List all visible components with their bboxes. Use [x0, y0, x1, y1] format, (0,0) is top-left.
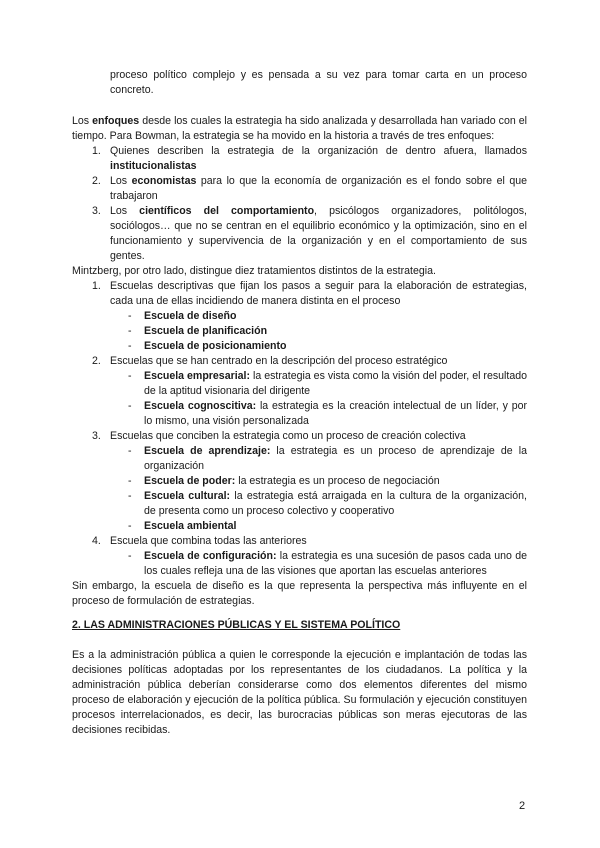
school-group	[72, 279, 527, 309]
item-number: 2.	[92, 175, 101, 187]
school-item	[72, 339, 527, 354]
school-item	[72, 549, 527, 579]
item-pre: Los	[110, 175, 132, 187]
school-name: Escuela empresarial:	[144, 370, 251, 382]
enfoques-paragraph	[72, 114, 527, 144]
item-number: 4.	[92, 535, 101, 547]
dash-bullet: -	[128, 550, 132, 562]
school-name: Escuela cognoscitiva:	[144, 400, 257, 412]
intro-continuation: proceso político complejo y es pensada a su vez para tomar carta en un proceso concreto.	[110, 69, 527, 96]
page-number: 2	[519, 800, 526, 812]
item-bold: institucionalistas	[110, 160, 197, 172]
school-name: Escuela de configuración:	[144, 550, 277, 562]
item-pre: Los	[110, 205, 140, 217]
item-post: , psicólogos organizadores, politólogos, sociólogos… que no se centran en el equilibrio económico y la optimización, sino en el funcionamiento y supervivencia de la organización y en el comportamiento de sus gentes.	[110, 205, 527, 262]
mintzberg-paragraph: Mintzberg, por otro lado, distingue diez tratamientos distintos de la estrategia.	[72, 265, 436, 277]
school-desc: la estrategia es la creación intelectual de un líder, y por lo mismo, una visión personalizada	[144, 400, 528, 427]
school-name: Escuela de posicionamiento	[144, 340, 287, 352]
bowman-item	[72, 204, 527, 264]
school-item	[72, 369, 527, 399]
dash-bullet: -	[128, 325, 132, 337]
dash-bullet: -	[128, 490, 132, 502]
dash-bullet: -	[128, 520, 132, 532]
enfoques-bold: enfoques	[92, 115, 140, 127]
schools-list	[72, 279, 527, 579]
school-name: Escuela ambiental	[144, 520, 237, 532]
school-name: Escuela cultural:	[144, 490, 231, 502]
school-item	[72, 444, 527, 474]
school-group-text: Escuelas que conciben la estrategia como un proceso de creación colectiva	[110, 430, 466, 442]
school-sublist	[72, 309, 527, 354]
item-pre: Quienes describen la estrategia de la organización de dentro afuera, llamados	[110, 145, 527, 157]
school-item	[72, 309, 527, 324]
school-group-text: Escuelas descriptivas que fijan los pasos a seguir para la elaboración de estrategias, cada una de ellas incidiendo de manera distinta en el proceso	[110, 280, 527, 307]
document-page	[72, 68, 527, 738]
school-item	[72, 324, 527, 339]
dash-bullet: -	[128, 400, 132, 412]
school-item	[72, 489, 527, 519]
school-sublist-wrapper	[72, 369, 527, 429]
item-bold: economistas	[131, 175, 197, 187]
school-group	[72, 534, 527, 549]
school-sublist	[72, 549, 527, 579]
bowman-item	[72, 174, 527, 204]
school-sublist-wrapper	[72, 549, 527, 579]
school-sublist	[72, 444, 527, 534]
dash-bullet: -	[128, 370, 132, 382]
school-group	[72, 354, 527, 369]
school-item	[72, 474, 527, 489]
enfoques-pre: Los	[72, 115, 93, 127]
item-bold: científicos del comportamiento	[139, 205, 315, 217]
school-sublist-wrapper	[72, 309, 527, 354]
section-heading: 2. LAS ADMINISTRACIONES PÚBLICAS Y EL SISTEMA POLÍTICO	[72, 619, 401, 631]
school-desc: la estrategia es un proceso de negociación	[235, 475, 440, 487]
school-group-text: Escuelas que se han centrado en la descripción del proceso estratégico	[110, 355, 448, 367]
school-item	[72, 519, 527, 534]
school-item	[72, 399, 527, 429]
school-name: Escuela de planificación	[144, 325, 268, 337]
dash-bullet: -	[128, 475, 132, 487]
item-number: 1.	[92, 280, 101, 292]
school-desc: la estrategia es un proceso de aprendizaje de la organización	[144, 445, 527, 472]
bowman-list	[72, 144, 527, 264]
school-desc: la estrategia es vista como la visión del poder, el resultado de la aptitud visionaria del dirigente	[144, 370, 527, 397]
dash-bullet: -	[128, 310, 132, 322]
school-name: Escuela de aprendizaje:	[144, 445, 271, 457]
school-desc: la estrategia está arraigada en la cultura de la organización, de presenta como un proceso colectivo y cooperativo	[144, 490, 528, 517]
school-sublist	[72, 369, 527, 429]
item-number: 1.	[92, 145, 101, 157]
school-desc: la estrategia es una sucesión de pasos cada uno de los cuales refleja una de las visiones que aportan las escuelas anteriores	[144, 550, 527, 577]
school-sublist-wrapper	[72, 444, 527, 534]
school-name: Escuela de poder:	[144, 475, 236, 487]
final-paragraph: Es a la administración pública a quien le corresponde la ejecución e implantación de todas las decisiones políticas adoptadas por los representantes de los ciudadanos. La política y la administración pública deberían considerarse como dos elementos diferentes del mismo proceso de elaboración y ejecución de la política pública. Su formulación y ejecución constituyen procesos interrelacionados, es decir, las burocracias públicas son meras ejecutoras de las decisiones recibidas.	[72, 649, 527, 736]
school-name: Escuela de diseño	[144, 310, 237, 322]
item-post: para lo que la economía de organización es el fondo sobre el que trabajaron	[110, 175, 528, 202]
dash-bullet: -	[128, 340, 132, 352]
sin-embargo-paragraph: Sin embargo, la escuela de diseño es la que representa la perspectiva más influyente en el proceso de formulación de estrategias.	[72, 580, 527, 607]
enfoques-post: desde los cuales la estrategia ha sido analizada y desarrollada han variado con el tiempo. Para Bowman, la estrategia se ha movido en la historia a través de tres enfoques:	[72, 115, 527, 142]
bowman-item	[72, 144, 527, 174]
item-number: 3.	[92, 205, 101, 217]
dash-bullet: -	[128, 445, 132, 457]
item-number: 2.	[92, 355, 101, 367]
school-group	[72, 429, 527, 444]
item-number: 3.	[92, 430, 101, 442]
spacer	[72, 98, 527, 114]
school-group-text: Escuela que combina todas las anteriores	[110, 535, 307, 547]
